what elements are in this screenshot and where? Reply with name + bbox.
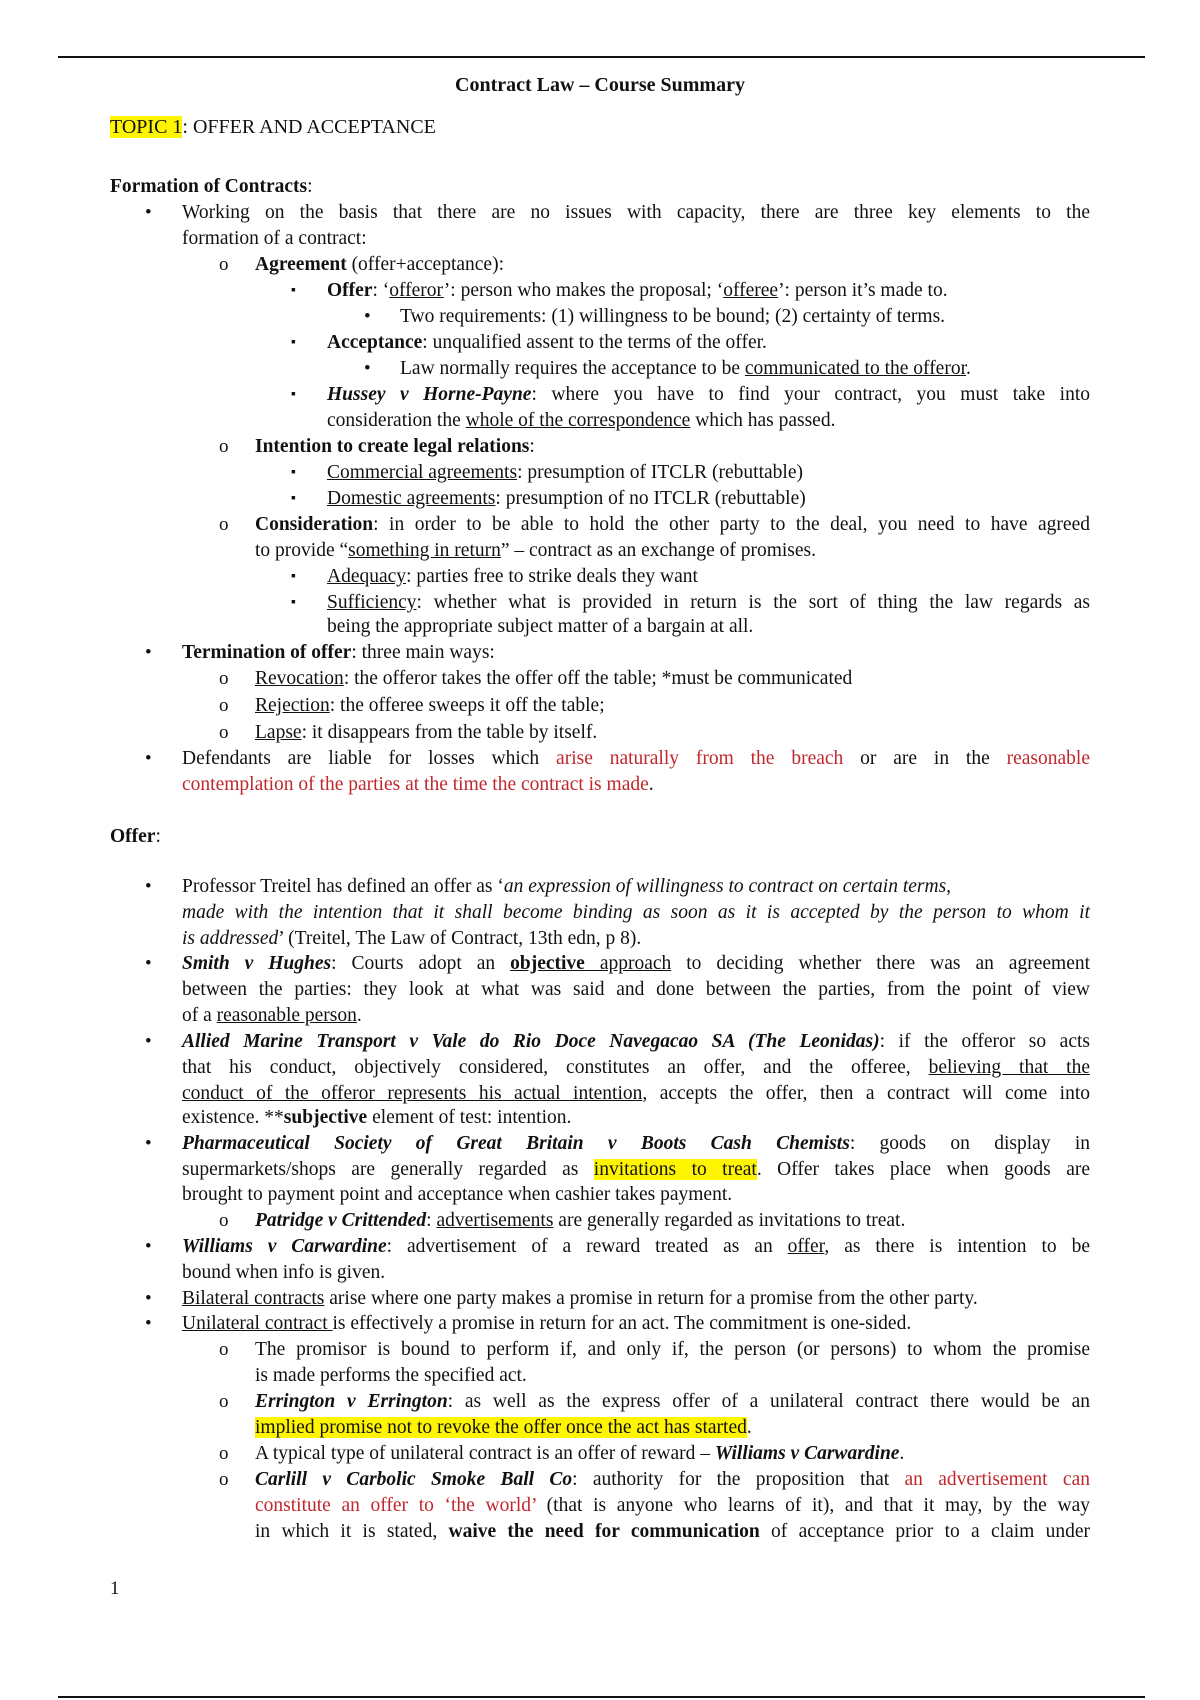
circle-bullet-icon: o: [219, 722, 229, 743]
pharma-line1: Pharmaceutical Society of Great Britain v Boots Cash Chemists: goods on display in: [182, 1133, 1090, 1154]
termination-item: Termination of offer: three main ways:: [182, 642, 495, 663]
sufficiency-line2: being the appropriate subject matter of a bargain at all.: [327, 616, 754, 637]
allied-line2: that his conduct, objectively considered, constitutes an offer, and the offeree, believing that the: [182, 1057, 1090, 1078]
typical-item: A typical type of unilateral contract is an offer of reward – Williams v Carwardine.: [255, 1443, 905, 1464]
revocation-item: Revocation: the offeror takes the offer off the table; *must be communicated: [255, 668, 853, 689]
bullet-icon: •: [145, 1031, 152, 1052]
lapse-item: Lapse: it disappears from the table by itself.: [255, 722, 598, 743]
page-number: 1: [110, 1578, 120, 1599]
promisor-line1: The promisor is bound to perform if, and only if, the person (or persons) to whom the promise: [255, 1339, 1090, 1360]
circle-bullet-icon: o: [219, 668, 229, 689]
circle-bullet-icon: o: [219, 1339, 229, 1360]
circle-bullet-icon: o: [219, 436, 229, 457]
bullet-icon: •: [145, 1236, 152, 1257]
bullet-icon: •: [145, 748, 152, 769]
square-bullet-icon: ▪: [291, 387, 296, 402]
circle-bullet-icon: o: [219, 695, 229, 716]
treitel-line1: Professor Treitel has defined an offer as ‘an expression of willingness to contract on certain terms,: [182, 876, 952, 897]
circle-bullet-icon: o: [219, 514, 229, 535]
bilateral-item: Bilateral contracts arise where one party makes a promise in return for a promise from the other party.: [182, 1288, 978, 1309]
offer-definition: Offer: ‘offeror’: person who makes the proposal; ‘offeree’: person it’s made to.: [327, 280, 948, 301]
consideration-line2: to provide “something in return” – contract as an exchange of promises.: [255, 540, 816, 561]
allied-line4: existence. **subjective element of test: intention.: [182, 1107, 572, 1128]
square-bullet-icon: ▪: [291, 491, 296, 506]
carlill-line2: constitute an offer to ‘the world’ (that is anyone who learns of it), and that it may, by the way: [255, 1495, 1090, 1516]
domestic-agreements: Domestic agreements: presumption of no ITCLR (rebuttable): [327, 488, 806, 509]
itclr-item: Intention to create legal relations:: [255, 436, 535, 457]
errington-line2: implied promise not to revoke the offer once the act has started.: [255, 1417, 752, 1438]
consideration-line1: Consideration: in order to be able to hold the other party to the deal, you need to have agreed: [255, 514, 1090, 535]
commercial-agreements: Commercial agreements: presumption of ITCLR (rebuttable): [327, 462, 803, 483]
bullet-icon: •: [145, 1133, 152, 1154]
circle-bullet-icon: o: [219, 1443, 229, 1464]
allied-line1: Allied Marine Transport v Vale do Rio Doce Navegacao SA (The Leonidas): if the offeror so acts: [182, 1031, 1090, 1052]
square-bullet-icon: ▪: [291, 335, 296, 350]
formation-intro-line2: formation of a contract:: [182, 228, 367, 249]
carlill-line1: Carlill v Carbolic Smoke Ball Co: authority for the proposition that an advertisement can: [255, 1469, 1090, 1490]
formation-heading: Formation of Contracts:: [110, 176, 313, 197]
defendants-line1: Defendants are liable for losses which arise naturally from the breach or are in the reasonable: [182, 748, 1090, 769]
circle-bullet-icon: o: [219, 1469, 229, 1490]
hussey-case-line2: consideration the whole of the correspondence which has passed.: [327, 410, 836, 431]
smith-line2: between the parties: they look at what was said and done between the parties, from the point of view: [182, 979, 1090, 1000]
square-bullet-icon: ▪: [291, 569, 296, 584]
defendants-line2: contemplation of the parties at the time the contract is made.: [182, 774, 654, 795]
circle-bullet-icon: o: [219, 1391, 229, 1412]
formation-intro-line1: Working on the basis that there are no issues with capacity, there are three key elements to the: [182, 202, 1090, 223]
hussey-case-line1: Hussey v Horne-Payne: where you have to find your contract, you must take into: [327, 384, 1090, 405]
pharma-line2: supermarkets/shops are generally regarded as invitations to treat. Offer takes place when goods are: [182, 1159, 1091, 1180]
offer-heading: Offer:: [110, 826, 161, 847]
smith-line1: Smith v Hughes: Courts adopt an objective approach to deciding whether there was an agreement: [182, 953, 1091, 974]
square-bullet-icon: ▪: [291, 465, 296, 480]
adequacy-item: Adequacy: parties free to strike deals they want: [327, 566, 698, 587]
patridge-item: Patridge v Crittended: advertisements are generally regarded as invitations to treat.: [255, 1210, 906, 1231]
treitel-line2: made with the intention that it shall become binding as soon as it is accepted by the person to whom it: [182, 902, 1090, 923]
square-bullet-icon: ▪: [291, 595, 296, 610]
errington-line1: Errington v Errington: as well as the express offer of a unilateral contract there would be an: [255, 1391, 1090, 1412]
acceptance-communication: Law normally requires the acceptance to be communicated to the offeror.: [400, 358, 971, 379]
offer-requirements: Two requirements: (1) willingness to be bound; (2) certainty of terms.: [400, 306, 946, 327]
circle-bullet-icon: o: [219, 254, 229, 275]
sufficiency-line1: Sufficiency: whether what is provided in return is the sort of thing the law regards as: [327, 592, 1090, 613]
rejection-item: Rejection: the offeree sweeps it off the table;: [255, 695, 605, 716]
bottom-rule: [58, 1696, 1145, 1698]
top-rule: [58, 56, 1145, 58]
williams-line1: Williams v Carwardine: advertisement of a reward treated as an offer, as there is intention to be: [182, 1236, 1090, 1257]
pharma-line3: brought to payment point and acceptance when cashier takes payment.: [182, 1184, 733, 1205]
smith-line3: of a reasonable person.: [182, 1005, 362, 1026]
bullet-icon: •: [145, 202, 152, 223]
bullet-icon: •: [364, 358, 371, 379]
bullet-icon: •: [145, 1313, 152, 1334]
bullet-icon: •: [145, 876, 152, 897]
bullet-icon: •: [145, 642, 152, 663]
page-title: Contract Law – Course Summary: [455, 74, 745, 96]
topic-heading: TOPIC 1: OFFER AND ACCEPTANCE: [110, 116, 436, 138]
williams-line2: bound when info is given.: [182, 1262, 386, 1283]
circle-bullet-icon: o: [219, 1210, 229, 1231]
square-bullet-icon: ▪: [291, 283, 296, 298]
topic-label: TOPIC 1: [110, 116, 183, 138]
allied-line3: conduct of the offeror represents his actual intention, accepts the offer, then a contract will come into: [182, 1083, 1090, 1104]
acceptance-definition: Acceptance: unqualified assent to the terms of the offer.: [327, 332, 767, 353]
bullet-icon: •: [364, 306, 371, 327]
carlill-line3: in which it is stated, waive the need for communication of acceptance prior to a claim under: [255, 1521, 1090, 1542]
bullet-icon: •: [145, 953, 152, 974]
bullet-icon: •: [145, 1288, 152, 1309]
promisor-line2: is made performs the specified act.: [255, 1365, 527, 1386]
treitel-line3: is addressed’ (Treitel, The Law of Contract, 13th edn, p 8).: [182, 928, 642, 949]
unilateral-item: Unilateral contract is effectively a promise in return for an act. The commitment is one-sided.: [182, 1313, 912, 1334]
agreement-item: Agreement (offer+acceptance):: [255, 254, 505, 275]
